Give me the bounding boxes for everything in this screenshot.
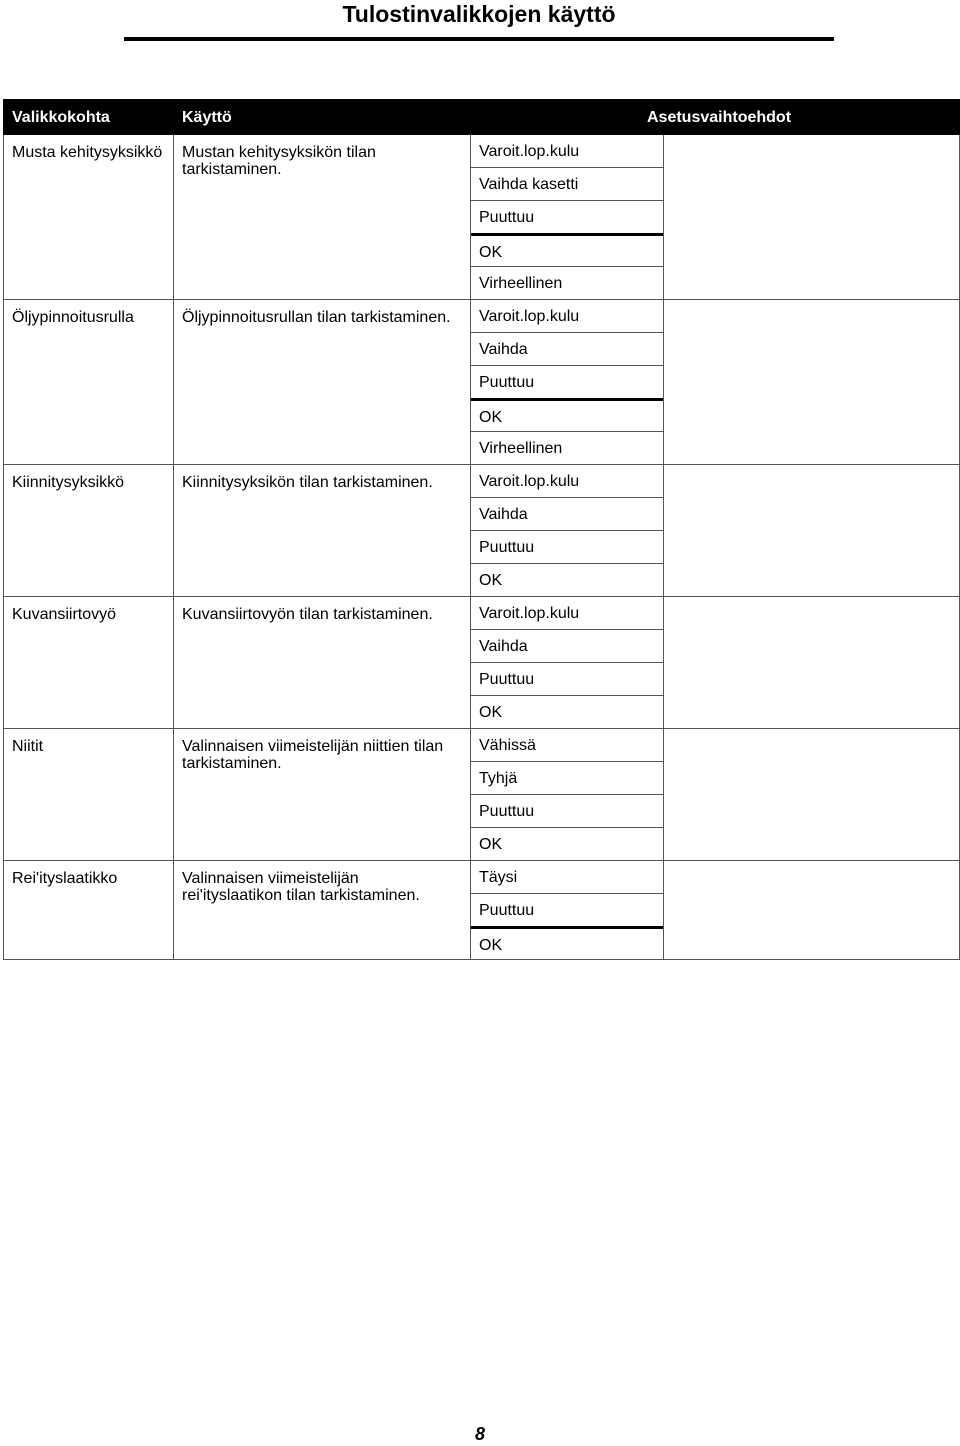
table-row <box>4 597 960 729</box>
page-title: Tulostinvalikkojen käyttö <box>342 1 616 27</box>
menu-item-options <box>471 597 664 729</box>
printer-menu-table <box>3 99 960 960</box>
header-item: Valikkokohta <box>4 100 174 135</box>
header-options: Asetusvaihtoehdot <box>471 100 960 135</box>
option-value: OK <box>471 398 663 431</box>
table-row <box>4 861 960 960</box>
blank-column-cell <box>664 729 960 861</box>
option-value: Vaihda <box>471 332 663 365</box>
option-value: Puuttuu <box>471 365 663 398</box>
menu-item-usage: Öljypinnoitusrullan tilan tarkistaminen. <box>174 300 471 465</box>
option-value: Varoit.lop.kulu <box>479 143 580 160</box>
option-value: OK <box>471 827 663 860</box>
option-value: Varoit.lop.kulu <box>479 308 580 325</box>
menu-item-name: Kiinnitysyksikkö <box>4 465 174 597</box>
menu-item-name: Niitit <box>4 729 174 861</box>
menu-item-usage: Valinnaisen viimeistelijän niittien tilan tarkistaminen. <box>174 729 471 861</box>
option-value: OK <box>471 233 663 266</box>
blank-column-cell <box>664 465 960 597</box>
menu-item-usage: Kuvansiirtovyön tilan tarkistaminen. <box>174 597 471 729</box>
blank-column-cell <box>664 861 960 960</box>
menu-item-name: Musta kehitysyksikkö <box>4 135 174 300</box>
option-value: Puuttuu <box>471 530 663 563</box>
table-row <box>4 135 960 300</box>
menu-item-options <box>471 729 664 861</box>
table-row <box>4 300 960 465</box>
option-value: OK <box>471 926 663 959</box>
blank-column-cell <box>664 597 960 729</box>
option-value: Varoit.lop.kulu <box>479 473 580 490</box>
blank-column-cell <box>664 135 960 300</box>
option-value: OK <box>471 695 663 728</box>
table-row <box>4 729 960 861</box>
menu-item-options <box>471 465 664 597</box>
option-value: Vähissä <box>479 737 536 754</box>
menu-item-options <box>471 135 664 300</box>
option-value: Puuttuu <box>471 794 663 827</box>
menu-item-usage: Kiinnitysyksikön tilan tarkistaminen. <box>174 465 471 597</box>
option-value: Virheellinen <box>471 431 663 464</box>
option-value: Vaihda <box>471 497 663 530</box>
option-value: Puuttuu <box>471 662 663 695</box>
blank-column-cell <box>664 300 960 465</box>
menu-item-name: Kuvansiirtovyö <box>4 597 174 729</box>
menu-item-name: Rei'ityslaatikko <box>4 861 174 960</box>
option-value: Puuttuu <box>471 893 663 926</box>
table-row <box>4 465 960 597</box>
menu-item-usage: Mustan kehitysyksikön tilan tarkistaminen. <box>174 135 471 300</box>
option-value: Täysi <box>479 869 518 886</box>
table-body <box>4 135 960 960</box>
option-value: Tyhjä <box>471 761 663 794</box>
header-usage: Käyttö <box>174 100 471 135</box>
option-value: Varoit.lop.kulu <box>479 605 580 622</box>
option-value: Vaihda kasetti <box>471 167 663 200</box>
menu-item-options <box>471 300 664 465</box>
menu-item-name: Öljypinnoitusrulla <box>4 300 174 465</box>
option-value: Puuttuu <box>471 200 663 233</box>
page-number: 8 <box>474 1424 485 1444</box>
option-value: Virheellinen <box>471 266 663 299</box>
option-value: OK <box>471 563 663 596</box>
table-header-row <box>4 100 960 135</box>
option-value: Vaihda <box>471 629 663 662</box>
title-rule <box>124 37 834 41</box>
menu-item-options <box>471 861 664 960</box>
menu-item-usage: Valinnaisen viimeistelijän rei'ityslaatikon tilan tarkistaminen. <box>174 861 471 960</box>
